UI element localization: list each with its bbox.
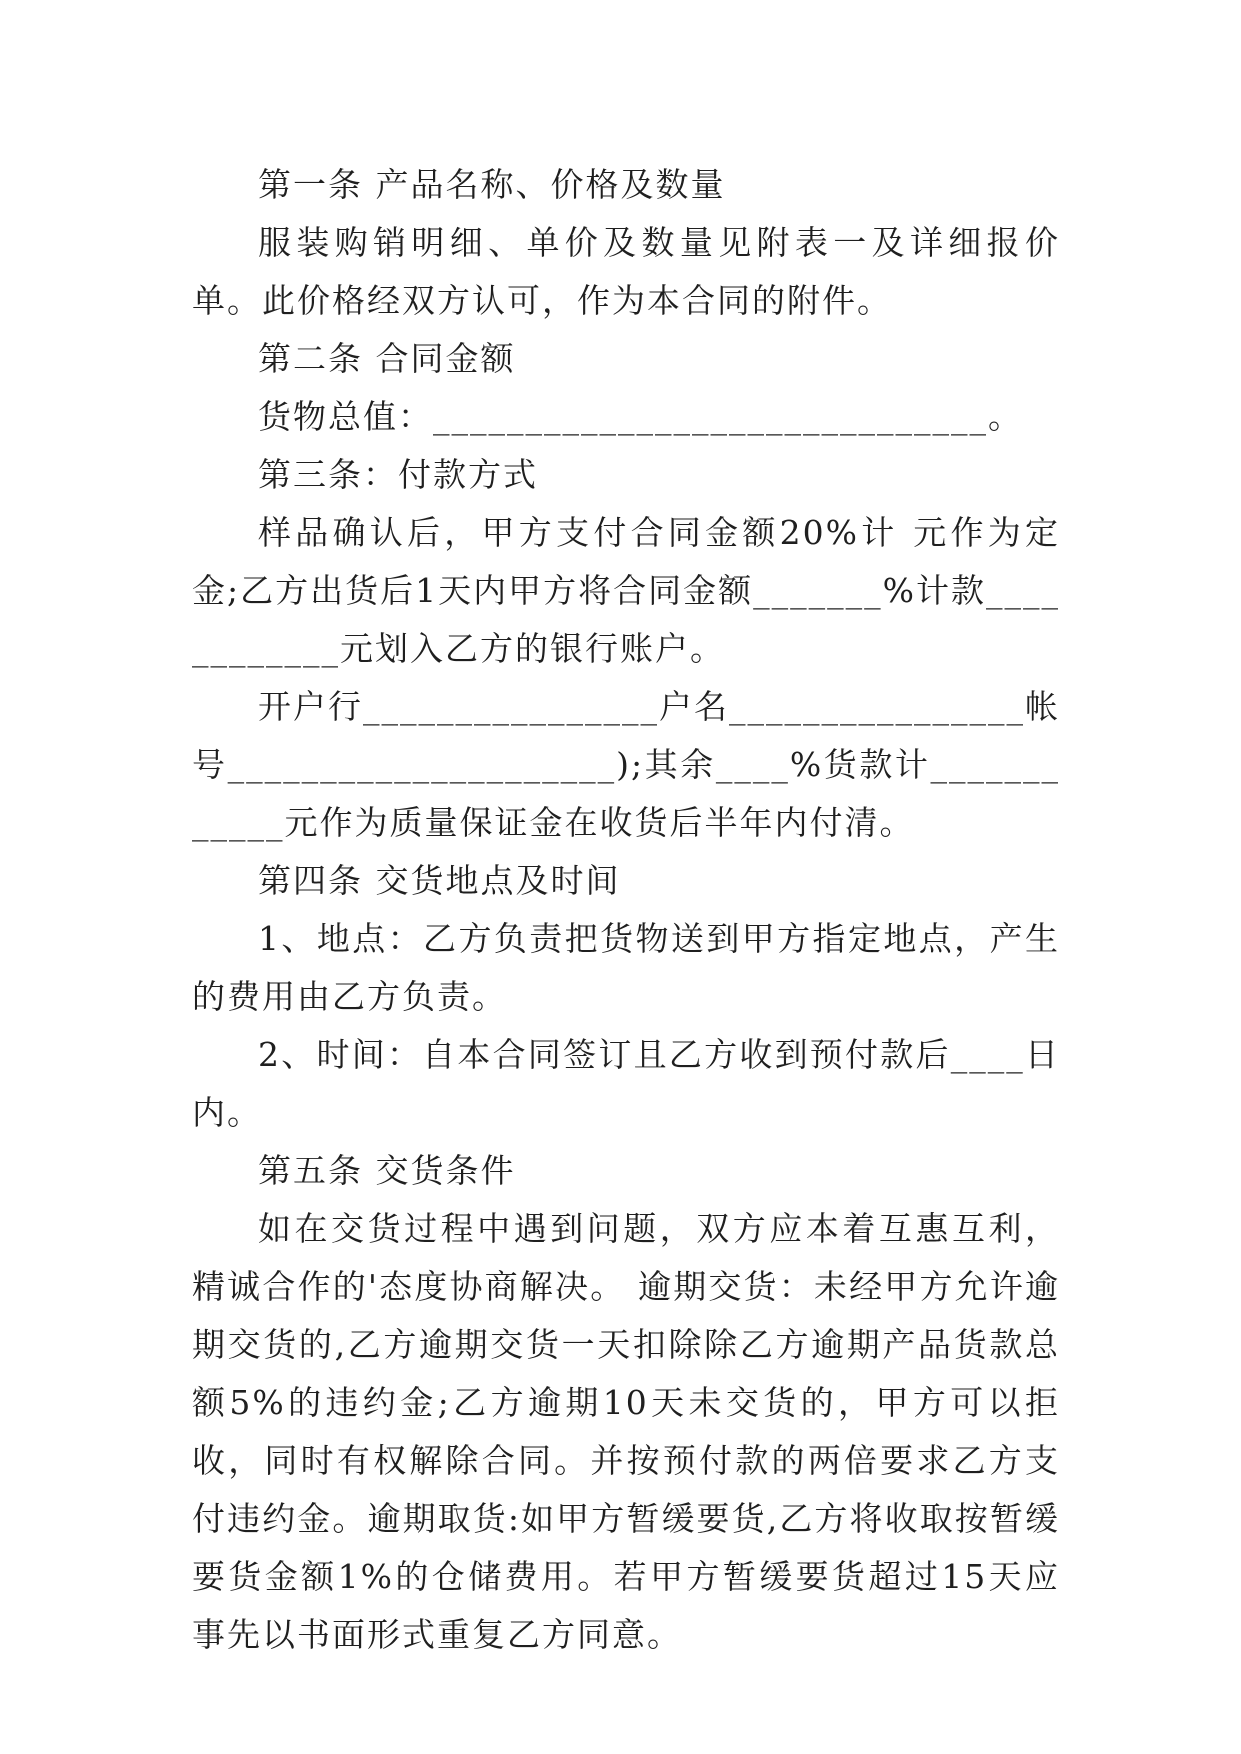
article-5-heading: 第五条 交货条件 xyxy=(258,1151,516,1190)
delivery-conditions-text: 如在交货过程中遇到问题，双方应本着互惠互利，精诚合作的'态度协商解决。 逾期交货：未经甲方允许逾期交货的,乙方逾期交货一天扣除除乙方逾期产品货款总额5%的违约金;乙方逾期10天未交货的，甲方可以拒收，同时有权解除合同。并按预付款的两倍要求乙方支付违约金。逾期取货:如甲方暂缓要货,乙方将收取按暂缓要货金额1%的仓储费用。若甲方暂缓要货超过15天应事先以书面形式重复乙方同意。 xyxy=(192,1209,1060,1654)
article-1-heading: 第一条 产品名称、价格及数量 xyxy=(258,165,726,204)
article-2-heading: 第二条 合同金额 xyxy=(258,339,516,378)
delivery-time-text: 2、时间：自本合同签订且乙方收到预付款后____日内。 xyxy=(192,1035,1060,1132)
delivery-location-text: 1、地点：乙方负责把货物送到甲方指定地点，产生的费用由乙方负责。 xyxy=(192,919,1060,1016)
article-1-text: 服装购销明细、单价及数量见附表一及详细报价单。此价格经双方认可，作为本合同的附件。 xyxy=(192,223,1060,320)
article-3-text: 样品确认后，甲方支付合同金额20%计 元作为定金;乙方出货后1天内甲方将合同金额_______%计款____________元划入乙方的银行账户。 xyxy=(192,513,1060,668)
bank-account-text: 开户行________________户名________________帐号_____________________);其余____%货款计____________元作为质量保证金在收货后半年内付清。 xyxy=(192,687,1060,842)
article-2-text: 货物总值：______________________________。 xyxy=(258,397,1023,436)
article-4-heading: 第四条 交货地点及时间 xyxy=(258,861,621,900)
article-3-heading: 第三条：付款方式 xyxy=(258,455,538,494)
document-body xyxy=(192,156,1060,1664)
